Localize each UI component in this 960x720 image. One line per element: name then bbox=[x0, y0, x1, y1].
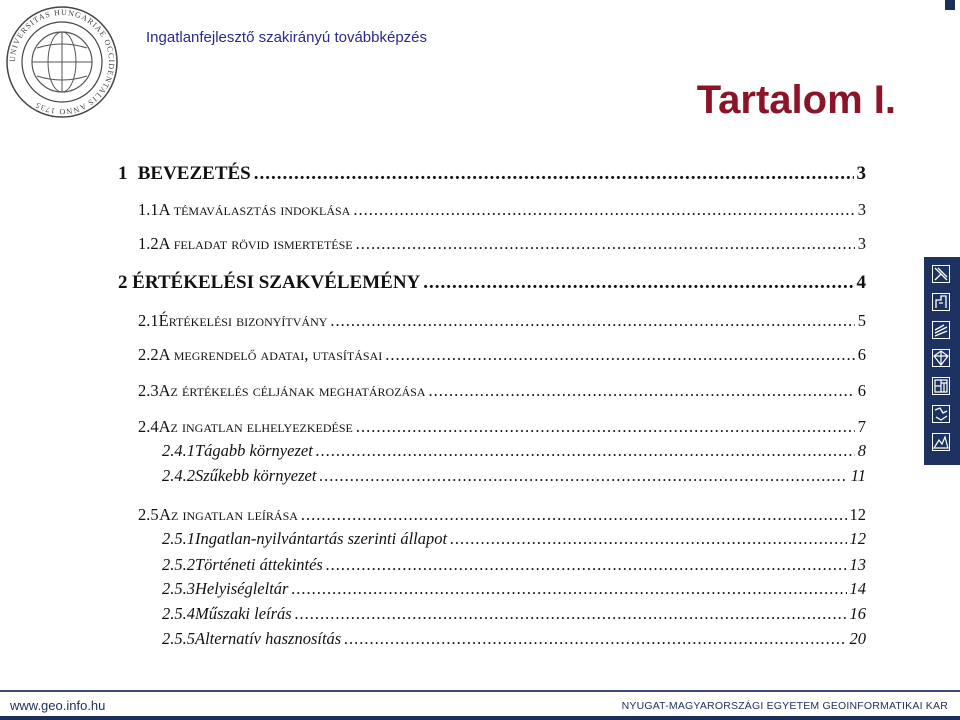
toc-entry[interactable] bbox=[138, 417, 866, 437]
side-icon-bar bbox=[924, 257, 960, 465]
toc-entry-page: 3 bbox=[856, 163, 866, 184]
svg-text:UNIVERSITAS HUNGARIAE OCCIDENT: UNIVERSITAS HUNGARIAE OCCIDENTALIS ANNO 1735 bbox=[7, 7, 117, 117]
toc-entry-label: Értékelési bizonyítvány bbox=[158, 311, 328, 330]
toc-entry-label: Helyiségleltár bbox=[195, 579, 289, 598]
toc-dot-leader bbox=[316, 441, 855, 461]
toc-dot-leader bbox=[429, 381, 855, 401]
toc-entry-number: 2.5.1 bbox=[162, 529, 195, 548]
toc-entry[interactable] bbox=[138, 200, 866, 220]
cube-icon[interactable] bbox=[932, 349, 950, 367]
toc-entry-page: 7 bbox=[857, 417, 866, 436]
toc-entry-number: 2.5.5 bbox=[162, 629, 195, 648]
toc-dot-leader bbox=[356, 417, 855, 437]
toc-dot-leader bbox=[254, 163, 854, 185]
toc-entry[interactable] bbox=[162, 555, 866, 575]
terrain-icon[interactable] bbox=[932, 433, 950, 451]
toc-entry[interactable] bbox=[162, 604, 866, 624]
toc-dot-leader bbox=[319, 466, 847, 486]
toc-dot-leader bbox=[295, 604, 847, 624]
toc-entry-page: 6 bbox=[857, 381, 866, 400]
toc-entry-number: 2.3 bbox=[138, 381, 159, 400]
toc-entry-number: 2.4.2 bbox=[162, 466, 195, 485]
toc-entry-page: 3 bbox=[857, 200, 866, 219]
toc-entry[interactable] bbox=[162, 579, 866, 599]
toc-entry-page: 14 bbox=[849, 579, 866, 598]
toc-entry[interactable] bbox=[118, 272, 866, 294]
toc-entry-label: ÉRTÉKELÉSI SZAKVÉLEMÉNY bbox=[132, 272, 421, 293]
map-icon[interactable] bbox=[932, 405, 950, 423]
toc-entry-number: 2.1 bbox=[138, 311, 159, 330]
toc-entry-label: Alternatív hasznosítás bbox=[195, 629, 342, 648]
toc-entry-number: 1.1 bbox=[138, 200, 159, 219]
toc-entry[interactable] bbox=[162, 629, 866, 649]
toc-entry-number: 2.4.1 bbox=[162, 441, 195, 460]
toc-dot-leader bbox=[301, 505, 847, 525]
toc-entry-number: 2.5.3 bbox=[162, 579, 195, 598]
building-icon[interactable] bbox=[932, 293, 950, 311]
toc-entry[interactable] bbox=[138, 505, 866, 525]
toc-entry-page: 5 bbox=[857, 311, 866, 330]
toc-entry-label: BEVEZETÉS bbox=[137, 163, 251, 184]
toc-entry-number: 1.2 bbox=[138, 234, 159, 253]
toc-dot-leader bbox=[385, 345, 855, 365]
footer-institution: NYUGAT-MAGYARORSZÁGI EGYETEM GEOINFORMATIKAI KAR bbox=[621, 700, 948, 712]
toc-entry-page: 13 bbox=[849, 555, 866, 574]
toc-entry-label: A témaválasztás indoklása bbox=[158, 200, 351, 219]
program-name: Ingatlanfejlesztő szakirányú továbbképzés bbox=[146, 29, 428, 46]
toc-dot-leader bbox=[326, 555, 847, 575]
toc-entry-number: 2.5.4 bbox=[162, 604, 195, 623]
footer-divider bbox=[0, 690, 960, 692]
toc-entry-label: Műszaki leírás bbox=[195, 604, 292, 623]
toc-entry-page: 12 bbox=[849, 505, 866, 524]
toc-entry-number: 2.4 bbox=[138, 417, 159, 436]
toc-entry[interactable] bbox=[138, 345, 866, 365]
toc-entry-page: 8 bbox=[857, 441, 866, 460]
toc-entry-page: 12 bbox=[849, 529, 866, 548]
toc-dot-leader bbox=[423, 272, 853, 294]
survey-icon[interactable] bbox=[932, 265, 950, 283]
toc-entry-number: 2.5.2 bbox=[162, 555, 195, 574]
layers-icon[interactable] bbox=[932, 321, 950, 339]
toc-entry-label: Az értékelés céljának meghatározása bbox=[158, 381, 426, 400]
toc-entry-number: 2.5 bbox=[138, 505, 159, 524]
slide-title: Tartalom I. bbox=[696, 78, 896, 122]
toc-entry[interactable] bbox=[138, 311, 866, 331]
toc-entry-page: 6 bbox=[857, 345, 866, 364]
toc-dot-leader bbox=[353, 200, 854, 220]
toc-entry-label: A feladat rövid ismertetése bbox=[158, 234, 353, 253]
toc-entry-number: 2.2 bbox=[138, 345, 159, 364]
toc-entry-label: A megrendelő adatai, utasításai bbox=[158, 345, 383, 364]
toc-dot-leader bbox=[291, 579, 846, 599]
toc-dot-leader bbox=[344, 629, 846, 649]
toc-entry-page: 3 bbox=[857, 234, 866, 253]
toc-entry[interactable] bbox=[162, 529, 866, 549]
toc-entry-label: Tágabb környezet bbox=[195, 441, 313, 460]
toc-entry[interactable] bbox=[162, 466, 866, 486]
toc-entry-label: Az ingatlan leírása bbox=[159, 505, 298, 524]
toc-entry[interactable] bbox=[138, 234, 866, 254]
floorplan-icon[interactable] bbox=[932, 377, 950, 395]
footer-bar bbox=[0, 716, 960, 720]
toc-entry[interactable] bbox=[118, 163, 866, 185]
toc-entry-page: 20 bbox=[849, 629, 866, 648]
toc-entry[interactable] bbox=[162, 441, 866, 461]
toc-entry-page: 4 bbox=[856, 272, 866, 293]
toc-entry-page: 16 bbox=[849, 604, 866, 623]
toc-dot-leader bbox=[356, 234, 855, 254]
toc-entry[interactable] bbox=[138, 381, 866, 401]
toc-entry-number: 1 bbox=[118, 163, 128, 184]
toc-entry-label: Ingatlan-nyilvántartás szerinti állapot bbox=[195, 529, 448, 548]
toc-dot-leader bbox=[330, 311, 854, 331]
toc-dot-leader bbox=[450, 529, 846, 549]
footer-url[interactable]: www.geo.info.hu bbox=[10, 698, 106, 713]
toc-entry-label: Az ingatlan elhelyezkedése bbox=[158, 417, 353, 436]
toc-entry-label: Történeti áttekintés bbox=[195, 555, 323, 574]
toc-entry-page: 11 bbox=[850, 466, 866, 485]
toc-entry-label: Szűkebb környezet bbox=[195, 466, 317, 485]
toc-entry-number: 2 bbox=[118, 272, 128, 293]
